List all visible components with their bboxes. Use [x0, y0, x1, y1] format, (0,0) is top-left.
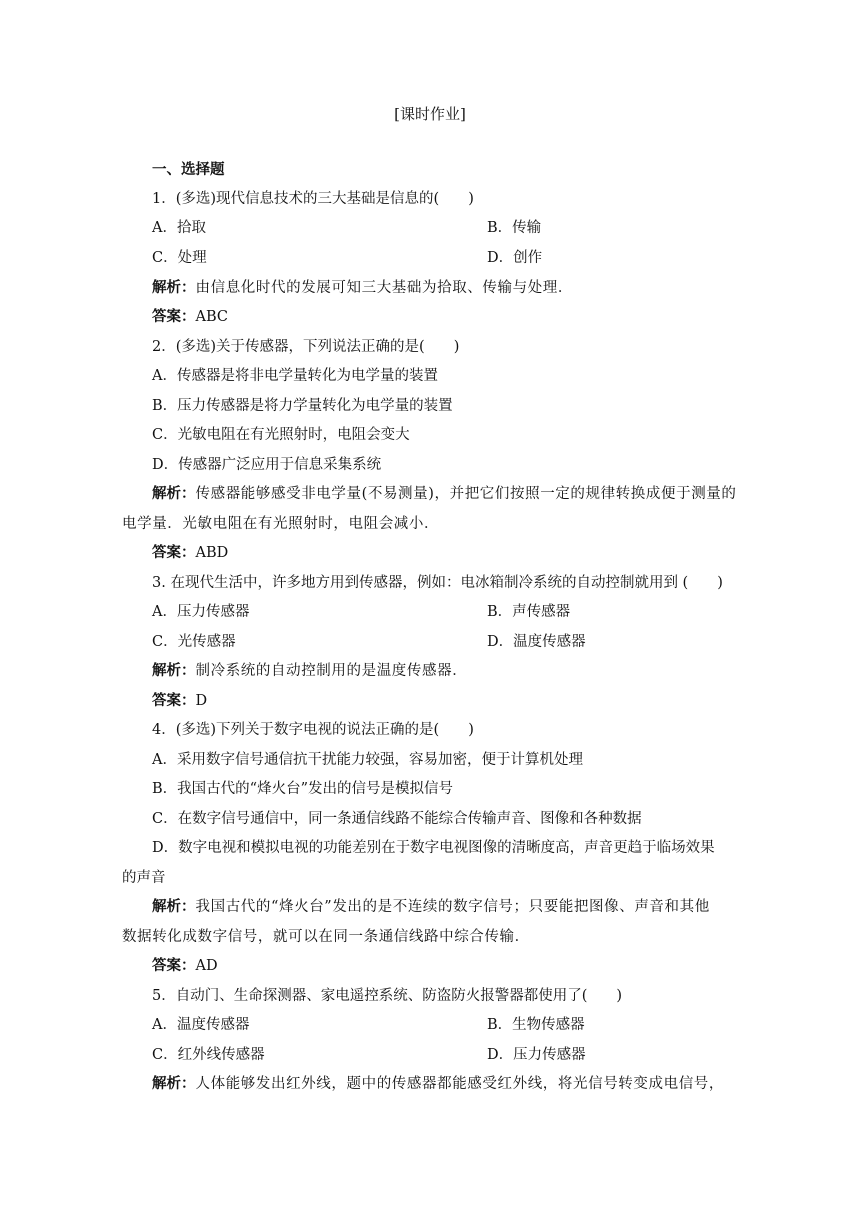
q5-explanation: [152, 1074, 724, 1094]
q1-option-c: C．处理: [152, 250, 207, 266]
q3-option-a: A．压力传感器: [152, 604, 250, 620]
q2-stem: 2．(多选)关于传感器，下列说法正确的是( ): [152, 339, 460, 355]
q2-answer-label: 答案：: [152, 544, 196, 561]
q5-explanation-label: 解析：: [152, 1075, 196, 1092]
q1-option-a: A．拾取: [152, 220, 206, 236]
q1-answer: [152, 307, 228, 327]
q1-explanation: [152, 278, 573, 298]
q2-explanation-line2: 电学量．光敏电阻在有光照射时，电阻会减小．: [122, 516, 440, 532]
q3-answer-value: D: [195, 693, 208, 709]
q4-option-d-line1: D．数字电视和模拟电视的功能差别在于数字电视图像的清晰度高，声音更趋于临场效果: [152, 840, 715, 856]
q3-option-d: D．温度传感器: [487, 634, 586, 650]
q5-option-c: C．红外线传感器: [152, 1047, 265, 1063]
q4-answer-label: 答案：: [152, 957, 196, 974]
q5-option-d: D．压力传感器: [487, 1047, 586, 1063]
q2-explanation-text: 传感器能够感受非电学量(不易测量)，并把它们按照一定的规律转换成便于测量的: [195, 486, 737, 502]
q4-option-c: C．在数字信号通信中，同一条通信线路不能综合传输声音、图像和各种数据: [152, 811, 642, 827]
q5-option-b: B．生物传感器: [487, 1017, 585, 1033]
q3-stem: 3. 在现代生活中，许多地方用到传感器，例如：电冰箱制冷系统的自动控制就用到 ( ): [152, 575, 723, 591]
q2-option-a: A．传感器是将非电学量转化为电学量的装置: [152, 368, 438, 384]
q1-answer-value: ABC: [195, 309, 228, 325]
q5-stem: 5．自动门、生命探测器、家电遥控系统、防盗防火报警器都使用了( ): [152, 988, 623, 1004]
q3-answer-label: 答案：: [152, 692, 196, 709]
q2-explanation-label: 解析：: [152, 485, 196, 502]
q2-option-d: D．传感器广泛应用于信息采集系统: [152, 457, 382, 473]
q4-explanation-line2: 数据转化成数字信号，就可以在同一条通信线路中综合传输．: [122, 929, 530, 945]
q2-option-c: C．光敏电阻在有光照射时，电阻会变大: [152, 427, 410, 443]
q4-answer: [152, 956, 218, 976]
q1-option-b: B．传输: [487, 220, 542, 236]
q1-answer-label: 答案：: [152, 308, 196, 325]
q1-explanation-text: 由信息化时代的发展可知三大基础为拾取、传输与处理．: [195, 280, 573, 296]
q4-option-a: A．采用数字信号通信抗干扰能力较强，容易加密，便于计算机处理: [152, 752, 583, 768]
q2-answer: [152, 543, 228, 563]
page-title: [课时作业]: [394, 105, 466, 123]
q3-option-b: B．声传感器: [487, 604, 571, 620]
q3-answer: [152, 691, 207, 711]
q4-explanation-line1: [152, 897, 710, 917]
q2-answer-value: ABD: [195, 545, 229, 561]
q4-answer-value: AD: [195, 958, 218, 974]
q4-explanation-text: 我国古代的“烽火台”发出的是不连续的数字信号；只要能把图像、声音和其他: [195, 899, 710, 915]
q3-explanation-text: 制冷系统的自动控制用的是温度传感器．: [195, 663, 468, 679]
q2-option-b: B．压力传感器是将力学量转化为电学量的装置: [152, 398, 453, 414]
q4-option-b: B．我国古代的“烽火台”发出的信号是模拟信号: [152, 781, 453, 797]
section-heading: 一、选择题: [152, 161, 225, 178]
q3-explanation: [152, 661, 467, 681]
q5-option-a: A．温度传感器: [152, 1017, 250, 1033]
q4-option-d-line2: 的声音: [122, 870, 166, 886]
q1-stem: 1．(多选)现代信息技术的三大基础是信息的( ): [152, 191, 474, 207]
q2-explanation-line1: [152, 484, 737, 504]
q3-explanation-label: 解析：: [152, 662, 196, 679]
q4-stem: 4．(多选)下列关于数字电视的说法正确的是( ): [152, 722, 474, 738]
q3-option-c: C．光传感器: [152, 634, 236, 650]
q5-explanation-text: 人体能够发出红外线，题中的传感器都能感受红外线，将光信号转变成电信号，: [195, 1076, 724, 1092]
q4-explanation-label: 解析：: [152, 898, 196, 915]
q1-option-d: D．创作: [487, 250, 543, 266]
q1-explanation-label: 解析：: [152, 279, 196, 296]
